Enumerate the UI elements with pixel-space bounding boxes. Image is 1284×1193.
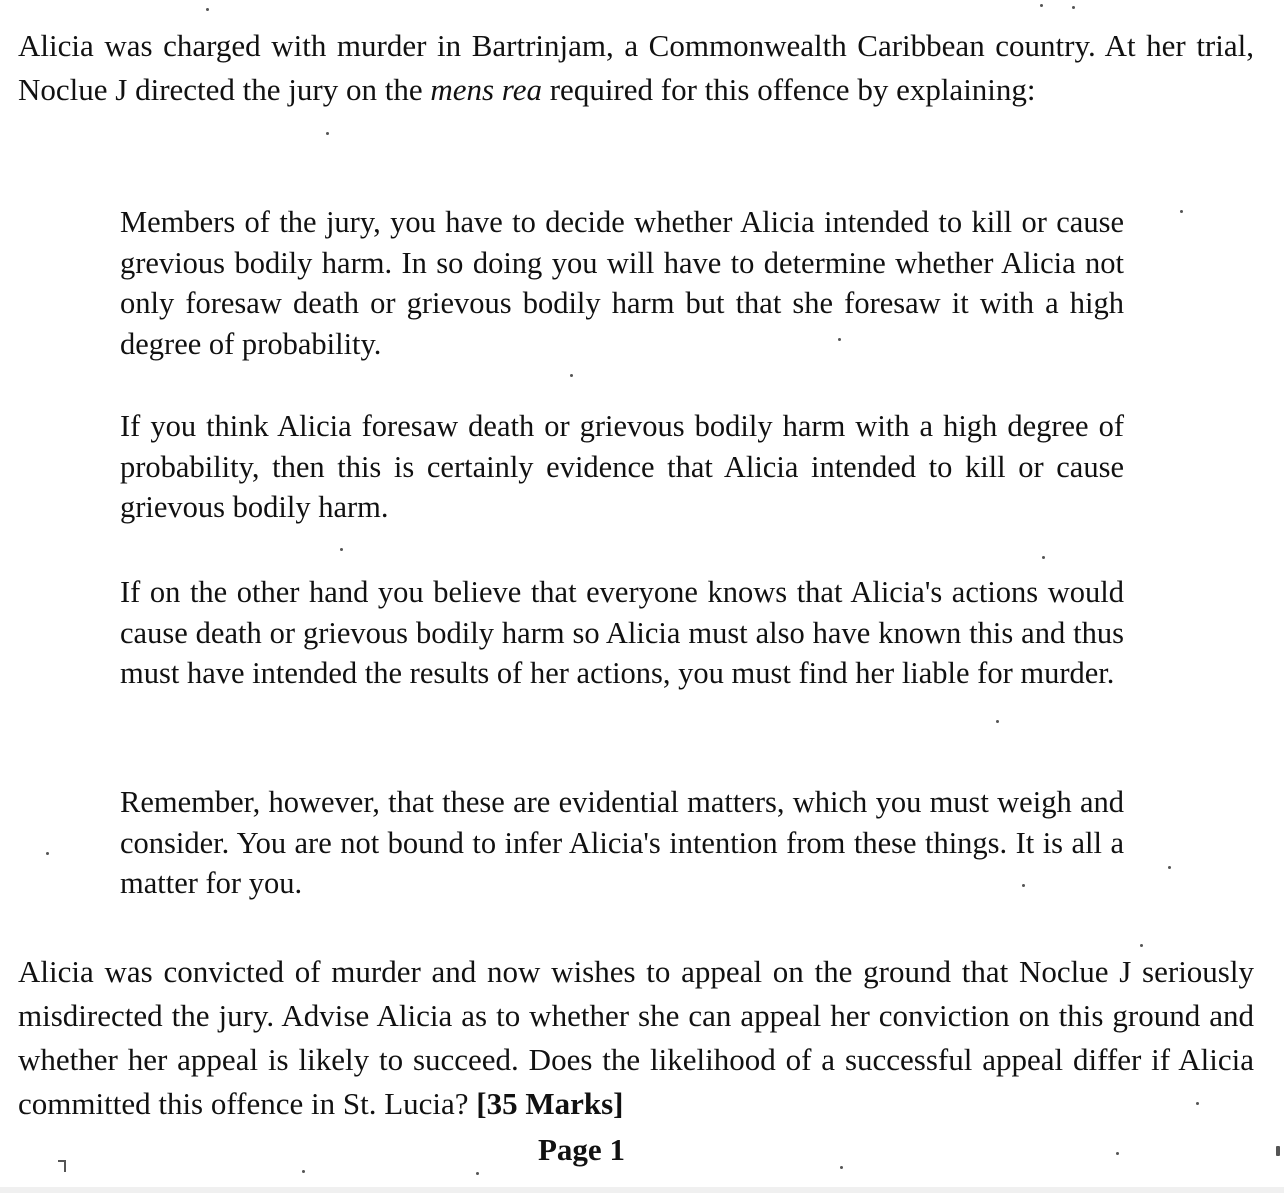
scan-speck [326, 132, 329, 135]
scan-speck [570, 374, 573, 377]
scan-speck [1040, 4, 1043, 7]
scan-speck [64, 1162, 66, 1172]
scan-speck [1180, 210, 1183, 213]
scan-speck [838, 338, 841, 341]
scan-speck [996, 720, 999, 723]
intro-italic-term: mens rea [430, 72, 542, 107]
jury-direction-paragraph-2: If you think Alicia foresaw death or grievous bodily harm with a high degree of probability, then this is certainly evidence that Alicia intended to kill or cause grievous bodily harm. [120, 409, 1124, 524]
scan-speck [1116, 1152, 1119, 1155]
scan-speck [1196, 1102, 1199, 1105]
scan-speck [46, 852, 49, 855]
scan-speck [1072, 6, 1075, 9]
scan-speck [340, 548, 343, 551]
page-number: Page 1 [538, 1132, 625, 1167]
question-paragraph [18, 950, 1254, 1126]
question-text: Alicia was convicted of murder and now wishes to appeal on the ground that Noclue J seriously misdirected the jury. Advise Alicia as to whether she can appeal her conviction on this ground and whether her appeal is likely to succeed. Does the likelihood of a successful appeal differ if Alicia committed this offence in St. Lucia? [18, 954, 1254, 1121]
scan-speck [1276, 1146, 1280, 1156]
scan-speck [1022, 884, 1025, 887]
scan-bottom-edge [0, 1187, 1284, 1193]
scan-speck [302, 1170, 305, 1173]
scan-speck [206, 8, 209, 11]
jury-direction-paragraph-1: Members of the jury, you have to decide whether Alicia intended to kill or cause grevious bodily harm. In so doing you will have to determine whether Alicia not only foresaw death or grievous bodily harm but that she foresaw it with a high degree of probability. [120, 205, 1124, 361]
jury-direction-paragraph-3: If on the other hand you believe that everyone knows that Alicia's actions would cause death or grievous bodily harm so Alicia must also have known this and thus must have intended the results of her actions, you must find her liable for murder. [120, 575, 1124, 690]
intro-text-end: required for this offence by explaining: [541, 72, 1036, 107]
scan-speck [476, 1172, 479, 1175]
intro-paragraph [18, 24, 1254, 112]
scan-speck [1168, 866, 1171, 869]
scan-speck [1140, 944, 1143, 947]
intro-text-start: Alicia was charged with murder in Bartrinjam, a Commonwealth Caribbean country. At her trial, Noclue J directed the jury on the [18, 28, 1254, 107]
jury-direction-paragraph-4: Remember, however, that these are evidential matters, which you must weigh and consider. You are not bound to infer Alicia's intention from these things. It is all a matter for you. [120, 785, 1124, 900]
marks-label: [35 Marks] [476, 1086, 624, 1121]
scan-speck [1042, 556, 1045, 559]
scan-speck [840, 1166, 843, 1169]
